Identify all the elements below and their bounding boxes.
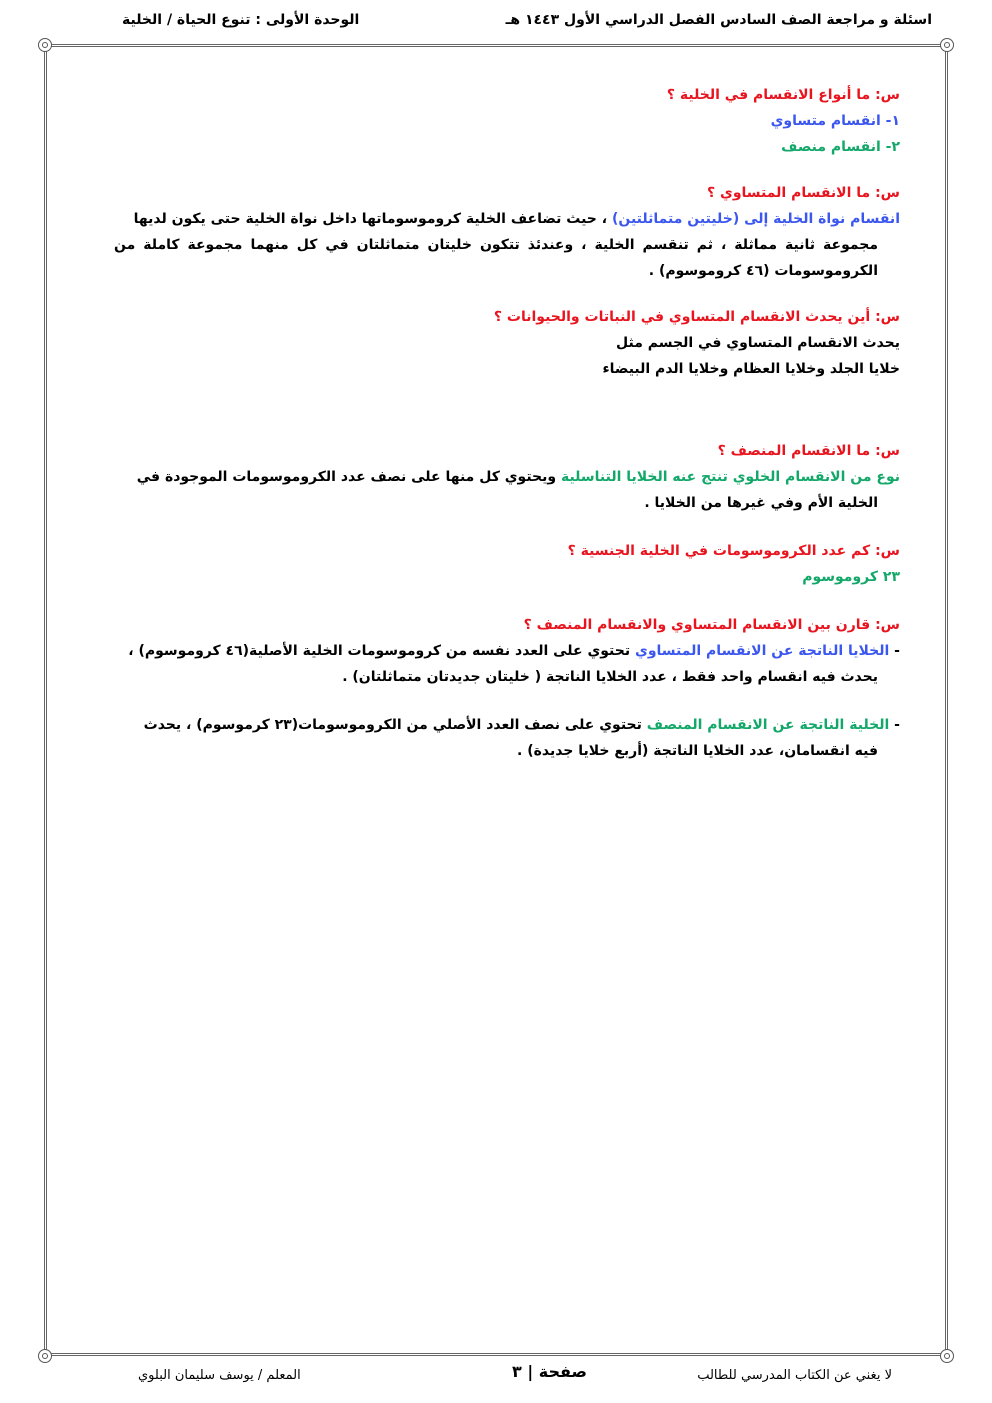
answer-highlight: الخلايا التناسلية xyxy=(560,469,673,485)
section-mitosis xyxy=(114,180,900,284)
dash: - xyxy=(889,717,900,733)
answer-item: ١- انقسام متساوي xyxy=(770,113,900,129)
section-meiosis xyxy=(114,438,900,516)
question: س: ما الانقسام المتساوي ؟ xyxy=(707,185,900,201)
question: س: قارن بين الانقسام المتساوي والانقسام المنصف ؟ xyxy=(523,617,900,633)
answer: ٢٣ كروموسوم xyxy=(802,569,900,585)
answer-continued: الخلية الأم وفي غيرها من الخلايا . xyxy=(644,495,878,511)
section-chromosome-count xyxy=(114,538,900,590)
answer-highlight: الخلية الناتجة عن الانقسام المنصف xyxy=(646,717,890,733)
compare-point xyxy=(114,712,900,738)
footer-teacher: المعلم / يوسف سليمان البلوي xyxy=(138,1368,301,1383)
answer-text: تحتوي على العدد نفسه من كروموسومات الخلية الأصلية(٤٦ كروموسوم) ، xyxy=(128,643,635,659)
header-unit: الوحدة الأولى : تنوع الحياة / الخلية xyxy=(122,12,360,28)
section-mitosis-location xyxy=(114,304,900,382)
answer-highlight: الخلايا الناتجة عن الانقسام المتساوي xyxy=(634,643,890,659)
answer: يحدث الانقسام المتساوي في الجسم مثل xyxy=(616,335,900,351)
answer: خلايا الجلد وخلايا العظام وخلايا الدم البيضاء xyxy=(602,361,900,377)
footer-note: لا يغني عن الكتاب المدرسي للطالب xyxy=(697,1368,892,1383)
page-number: صفحة | ٣ xyxy=(512,1362,587,1381)
corner-ornament-icon xyxy=(940,38,954,52)
question: س: ما الانقسام المنصف ؟ xyxy=(717,443,900,459)
page-content xyxy=(114,82,900,764)
answer-highlight: نوع من الانقسام الخلوي تنتج عنه xyxy=(672,469,900,485)
corner-ornament-icon xyxy=(940,1349,954,1363)
answer-text: ، حيث تضاعف الخلية كروموسوماتها داخل نواة الخلية حتى يكون لديها xyxy=(133,211,612,227)
compare-point-continued: فيه انقسامان، عدد الخلايا الناتجة (أربع خلايا جديدة) . xyxy=(517,743,878,759)
answer xyxy=(114,464,900,490)
question: س: أين يحدث الانقسام المتساوي في النباتات والحيوانات ؟ xyxy=(493,309,900,325)
answer-text: ويحتوي كل منها على نصف عدد الكروموسومات الموجودة في xyxy=(136,469,561,485)
page-header xyxy=(60,8,932,38)
answer-highlight: انقسام نواة الخلية إلى (خليتين متماثلتين) xyxy=(611,211,900,227)
question: س: كم عدد الكروموسومات في الخلية الجنسية ؟ xyxy=(567,543,900,559)
section-division-types xyxy=(114,82,900,160)
answer-continued: مجموعة ثانية مماثلة ، ثم تنقسم الخلية ، وعندئذ تتكون خليتان متماثلتان في كل منهما مجموعة كاملة من الكروموسومات (٤٦ كروموسوم) . xyxy=(114,237,878,279)
answer-text: تحتوي على نصف العدد الأصلي من الكروموسومات(٢٣ كرموسوم) ، يحدث xyxy=(143,717,647,733)
section-compare xyxy=(114,612,900,764)
header-title: اسئلة و مراجعة الصف السادس الفصل الدراسي الأول ١٤٤٣ هـ xyxy=(505,12,932,28)
corner-ornament-icon xyxy=(38,1349,52,1363)
compare-point-continued: يحدث فيه انقسام واحد فقط ، عدد الخلايا الناتجة ( خليتان جديدتان متماثلتان) . xyxy=(342,669,878,685)
question: س: ما أنواع الانقسام في الخلية ؟ xyxy=(666,87,900,103)
compare-point xyxy=(114,638,900,664)
dash: - xyxy=(889,643,900,659)
answer xyxy=(114,206,900,232)
answer-item: ٢- انقسام منصف xyxy=(781,139,900,155)
corner-ornament-icon xyxy=(38,38,52,52)
page-footer xyxy=(60,1362,932,1392)
